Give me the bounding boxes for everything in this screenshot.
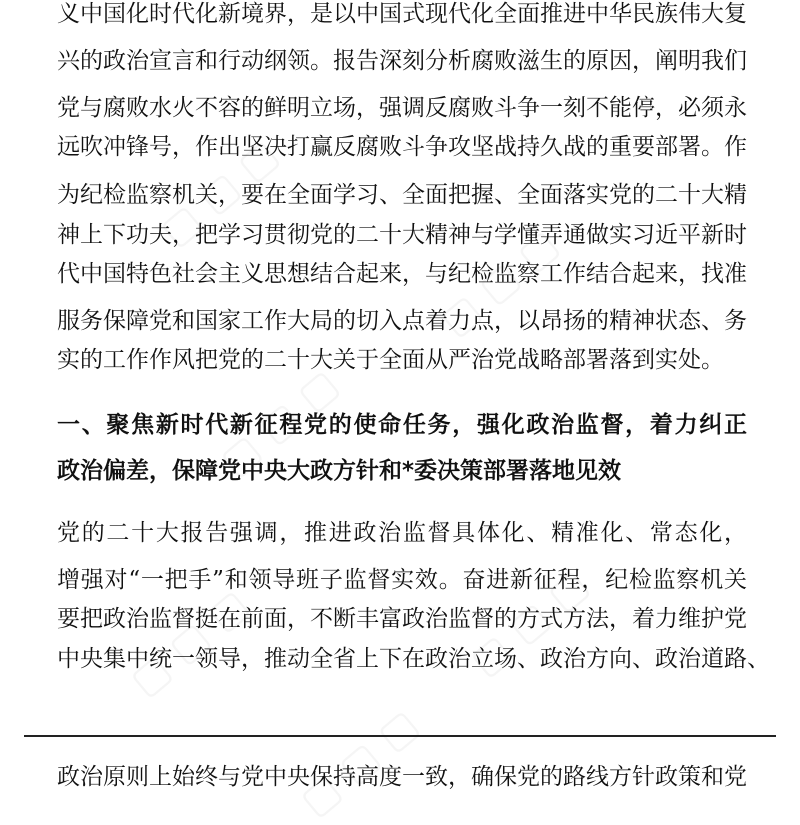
paragraph-line: 为纪检监察机关，要在全面学习、全面把握、全面落实党的二十大精 <box>57 182 747 208</box>
paragraph-line: 中央集中统一领导，推动全省上下在政治立场、政治方向、政治道路、 <box>57 646 770 672</box>
paragraph-line: 代中国特色社会主义思想结合起来，与纪检监察工作结合起来，找准 <box>57 261 747 287</box>
paragraph-line: 党的二十大报告强调，推进政治监督具体化、精准化、常态化， <box>57 520 747 546</box>
paragraph-line: 要把政治监督挺在前面，不断丰富政治监督的方式方法，着力维护党 <box>57 606 747 632</box>
paragraph-line: 兴的政治宣言和行动纲领。报告深刻分析腐败滋生的原因，阐明我们 <box>57 48 747 74</box>
paragraph-line: 远吹冲锋号，作出坚决打赢反腐败斗争攻坚战持久战的重要部署。作 <box>57 134 747 160</box>
section-heading-line: 政治偏差，保障党中央大政方针和*委决策部署落地见效 <box>57 458 622 484</box>
watermark-mark: ▢ ▢ ▢ <box>291 700 428 825</box>
page-break-divider <box>24 735 776 737</box>
watermark-mark: ▢ ▢ ▢ <box>461 560 598 686</box>
watermark-mark: ▢ ▢ ▢ <box>431 220 568 346</box>
paragraph-line: 服务保障党和国家工作大局的切入点着力点，以昂扬的精神状态、务 <box>57 308 747 334</box>
paragraph-line: 党与腐败水火不容的鲜明立场，强调反腐败斗争一刻不能停，必须永 <box>57 95 747 121</box>
paragraph-line: 神上下功夫，把学习贯彻党的二十大精神与学懂弄通做实习近平新时 <box>57 222 747 248</box>
paragraph-line: 增强对“一把手”和领导班子监督实效。奋进新征程，纪检监察机关 <box>57 567 747 593</box>
watermark-mark: ▢ ▢ ▢ <box>121 580 258 706</box>
paragraph-line: 实的工作作风把党的二十大关于全面从严治党战略部署落到实处。 <box>57 347 724 373</box>
paragraph-line: 政治原则上始终与党中央保持高度一致，确保党的路线方针政策和党 <box>57 764 747 790</box>
paragraph-line: 义中国化时代化新境界，是以中国式现代化全面推进中华民族伟大复 <box>57 1 747 27</box>
watermark-mark: ▢ ▢ ▢ <box>211 360 348 486</box>
section-heading-line: 一、聚焦新时代新征程党的使命任务，强化政治监督，着力纠正 <box>57 412 747 438</box>
watermark-mark: ▢ ▢ ▢ <box>151 130 288 256</box>
